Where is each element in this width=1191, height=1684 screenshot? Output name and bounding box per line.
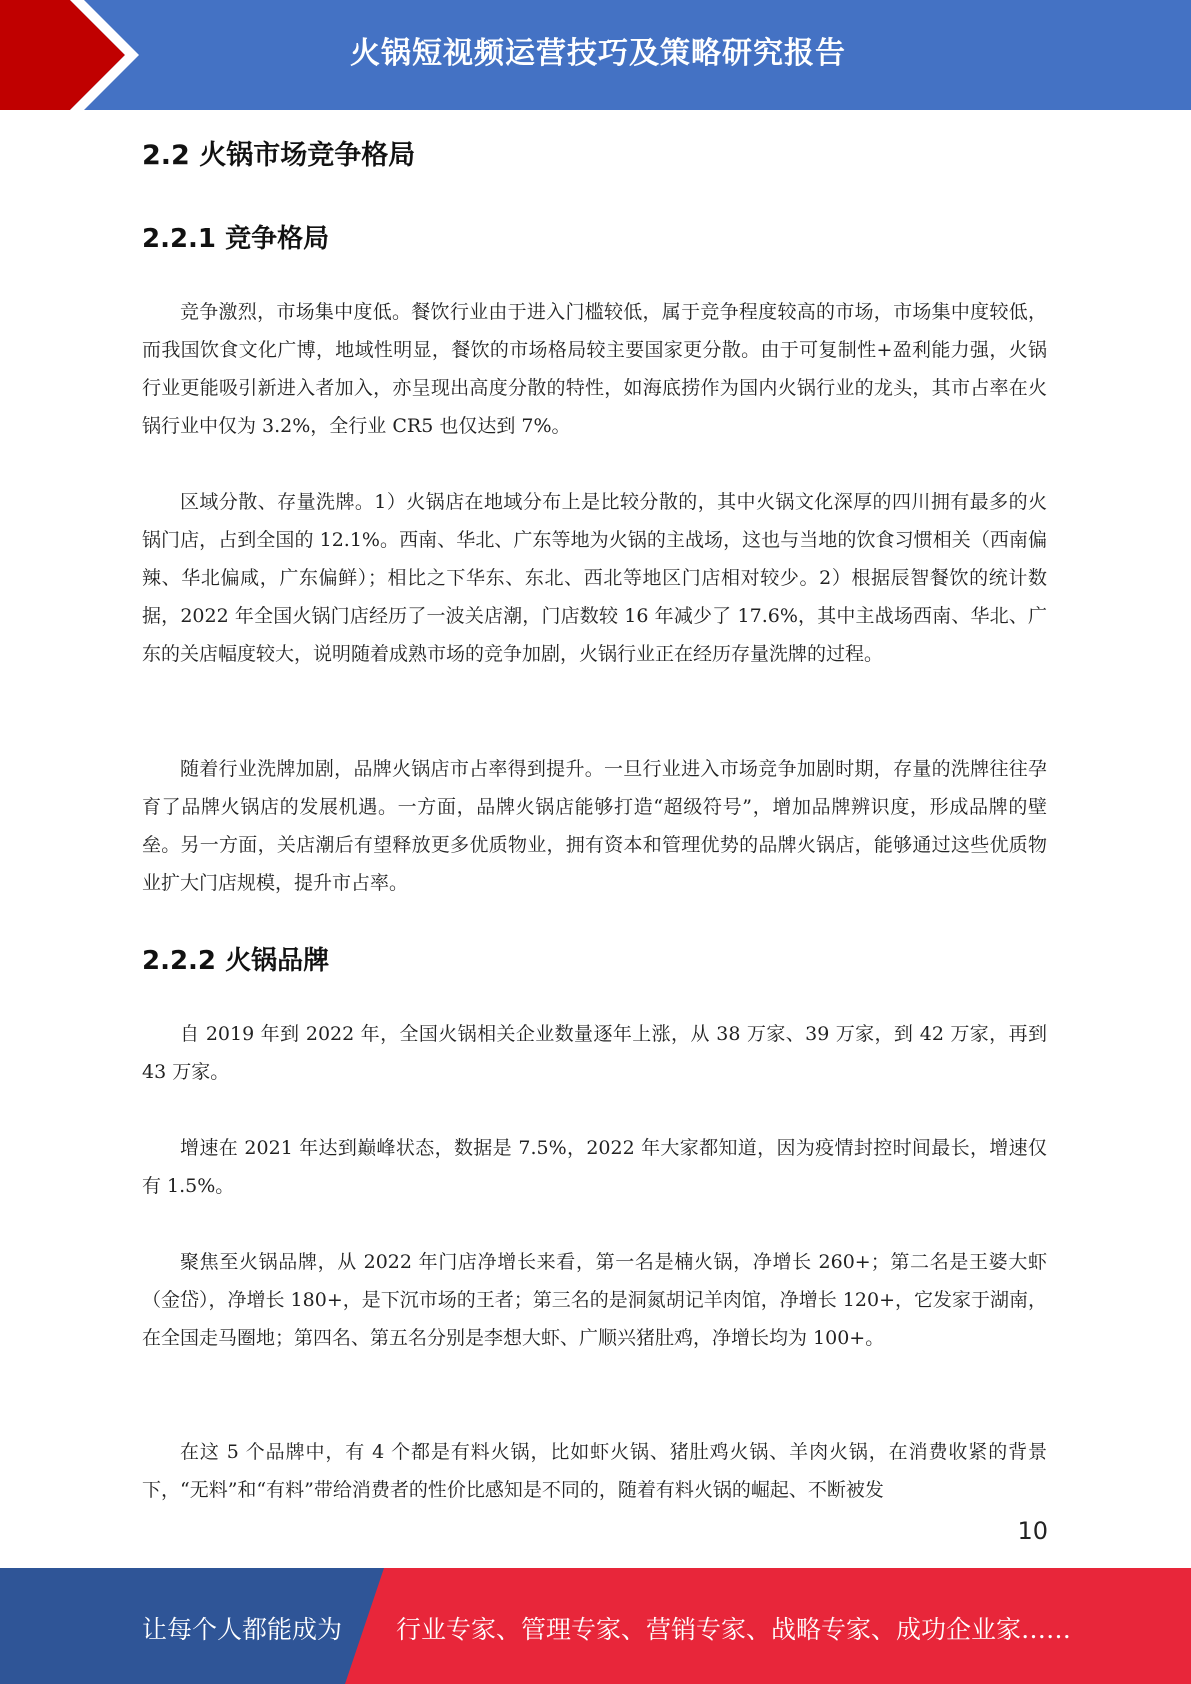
section-heading: 2.2 火锅市场竞争格局: [142, 140, 416, 171]
subsection-heading-brands: 2.2.2 火锅品牌: [142, 946, 330, 976]
footer-slogan-left: 让每个人都能成为: [142, 1615, 343, 1644]
header-arrow-decoration: [0, 0, 160, 110]
paragraph: 随着行业洗牌加剧，品牌火锅店市占率得到提升。一旦行业进入市场竞争加剧时期，存量的洗牌往往孕育了品牌火锅店的发展机遇。一方面，品牌火锅店能够打造“超级符号”，增加品牌辨识度，形成品牌的壁垒。另一方面，关店潮后有望释放更多优质物业，拥有资本和管理优势的品牌火锅店，能够通过这些优质物业扩大门店规模，提升市占率。: [142, 758, 1047, 894]
subsection-heading-competition: 2.2.1 竞争格局: [142, 224, 330, 254]
page-header: [0, 0, 1191, 110]
paragraph: 区域分散、存量洗牌。1）火锅店在地域分布上是比较分散的，其中火锅文化深厚的四川拥有最多的火锅门店，占到全国的 12.1%。西南、华北、广东等地为火锅的主战场，这也与当地的饮食习惯相关（西南偏辣、华北偏咸，广东偏鲜）；相比之下华东、东北、西北等地区门店相对较少。2）根据辰智餐饮的统计数据，2022 年全国火锅门店经历了一波关店潮，门店数较 16 年减少了 17.6%，其中主战场西南、华北、广东的关店幅度较大，说明随着成熟市场的竞争加剧，火锅行业正在经历存量洗牌的过程。: [142, 491, 1047, 665]
paragraph: 自 2019 年到 2022 年，全国火锅相关企业数量逐年上涨，从 38 万家、39 万家，到 42 万家，再到 43 万家。: [142, 1023, 1047, 1083]
page-footer: [0, 1568, 1191, 1684]
paragraph: 在这 5 个品牌中，有 4 个都是有料火锅，比如虾火锅、猪肚鸡火锅、羊肉火锅，在消费收紧的背景下，“无料”和“有料”带给消费者的性价比感知是不同的，随着有料火锅的崛起、不断被发: [142, 1441, 1047, 1501]
paragraph: 增速在 2021 年达到巅峰状态，数据是 7.5%，2022 年大家都知道，因为疫情封控时间最长，增速仅有 1.5%。: [142, 1137, 1047, 1197]
footer-slogan-right: 行业专家、管理专家、营销专家、战略专家、成功企业家……: [396, 1615, 1072, 1644]
paragraph: 竞争激烈，市场集中度低。餐饮行业由于进入门槛较低，属于竞争程度较高的市场，市场集中度较低，而我国饮食文化广博，地域性明显，餐饮的市场格局较主要国家更分散。由于可复制性+盈利能力强，火锅行业更能吸引新进入者加入，亦呈现出高度分散的特性，如海底捞作为国内火锅行业的龙头，其市占率在火锅行业中仅为 3.2%，全行业 CR5 也仅达到 7%。: [142, 301, 1047, 437]
report-title: 火锅短视频运营技巧及策略研究报告: [350, 36, 846, 71]
paragraph: 聚焦至火锅品牌，从 2022 年门店净增长来看，第一名是楠火锅，净增长 260+；第二名是王婆大虾（金岱），净增长 180+，是下沉市场的王者；第三名的是洞氮胡记羊肉馆，净增长 120+，它发家于湖南，在全国走马圈地；第四名、第五名分别是李想大虾、广顺兴猪肚鸡，净增长均为 100+。: [142, 1251, 1047, 1349]
page-number: 10: [1017, 1517, 1048, 1545]
